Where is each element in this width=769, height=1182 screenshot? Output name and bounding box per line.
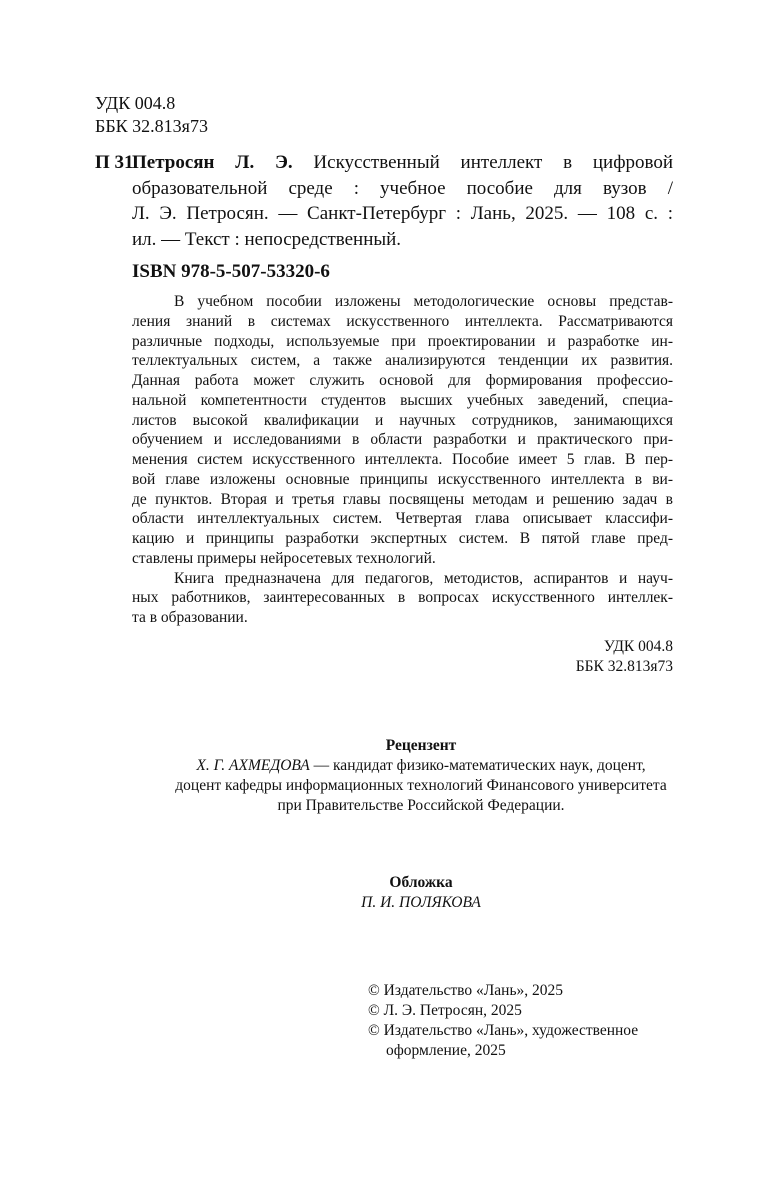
copyright-block: [368, 981, 638, 1061]
bibliographic-entry: [95, 150, 673, 252]
isbn: ISBN 978-5-507-53320-6: [132, 261, 330, 282]
abstract-line: ления знаний в системах искусственного интеллекта. Рассматриваются: [132, 312, 673, 330]
entry-line: Искусственный интеллект в цифровой: [313, 152, 674, 173]
cover-designer: П. И. ПОЛЯКОВА: [361, 894, 481, 911]
abstract: [132, 292, 673, 628]
bbk-code: ББК 32.813я73: [575, 658, 673, 675]
abstract-line: Данная работа может служить основой для формирования профессио-: [132, 372, 673, 389]
abstract-line: ных работников, заинтересованных в вопросах искусственного интеллек-: [132, 589, 673, 607]
reviewer-credentials: — кандидат физико-математических наук, доцент,: [309, 757, 646, 774]
entry-line: ил. — Текст : непосредственный.: [132, 228, 402, 250]
abstract-line: вой главе изложены основные принципы искусственного интеллекта в ви-: [132, 470, 673, 488]
reviewer-title: Рецензент: [385, 737, 457, 754]
abstract-line: та в образовании.: [132, 609, 248, 626]
abstract-line: ставлены примеры нейросетевых технологий.: [132, 549, 436, 567]
abstract-line: Книга предназначена для педагогов, методистов, аспирантов и науч-: [174, 569, 673, 587]
copyright-line: © Издательство «Лань», 2025: [368, 982, 564, 999]
entry-line: образовательной среде : учебное пособие для вузов /: [132, 177, 673, 199]
abstract-line: нальной компетентности студентов высших учебных заведений, специа-: [132, 391, 673, 409]
udk-code: УДК 004.8: [603, 638, 673, 655]
reviewer-block: [132, 736, 710, 816]
reviewer-position: доцент кафедры информационных технологий Финансового университета: [175, 777, 667, 794]
copyright-line: © Л. Э. Петросян, 2025: [368, 1002, 522, 1019]
abstract-line: обучением и исследованиями в области разработки и практического при-: [132, 431, 673, 449]
abstract-line: кацию и принципы разработки экспертных систем. В пятой главе пред-: [132, 530, 673, 547]
abstract-line: листов высокой квалификации и научных сотрудников, занимающихся: [132, 411, 673, 429]
abstract-line: теллектуальных систем, а также анализируются тенденции их развития.: [132, 352, 673, 370]
abstract-line: различные подходы, используемые при проектировании и разработке ин-: [132, 332, 673, 350]
classification-header: [95, 92, 208, 138]
bbk-code: ББК 32.813я73: [95, 116, 208, 136]
udk-code: УДК 004.8: [95, 93, 176, 113]
author-mark: П 31: [95, 152, 134, 173]
footer-codes: [576, 637, 673, 677]
author: Петросян Л. Э.: [132, 152, 293, 173]
abstract-line: менения систем искусственного интеллекта. Пособие имеет 5 глав. В пер-: [132, 451, 673, 468]
copyright-line: оформление, 2025: [386, 1042, 506, 1059]
abstract-line: де пунктов. Вторая и третья главы посвящены методам и решению задач в: [132, 490, 673, 508]
cover-credit: [132, 873, 710, 913]
entry-line: Л. Э. Петросян. — Санкт-Петербург : Лань, 2025. — 108 с. :: [132, 203, 673, 225]
cover-title: Обложка: [389, 874, 453, 891]
abstract-line: области интеллектуальных систем. Четвертая глава описывает классифи-: [132, 510, 673, 528]
reviewer-affiliation: при Правительстве Российской Федерации.: [277, 797, 565, 814]
abstract-line: В учебном пособии изложены методологические основы представ-: [174, 293, 673, 310]
reviewer-name: Х. Г. АХМЕДОВА: [196, 757, 310, 774]
copyright-line: © Издательство «Лань», художественное: [368, 1022, 639, 1039]
